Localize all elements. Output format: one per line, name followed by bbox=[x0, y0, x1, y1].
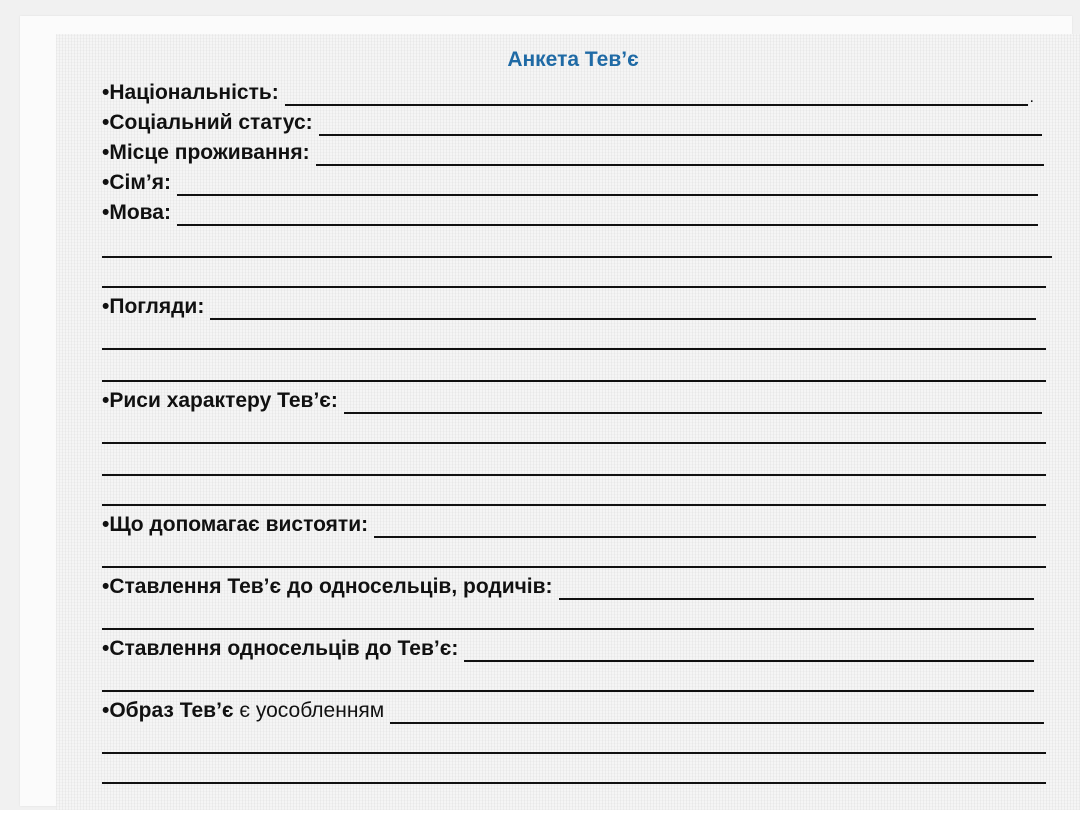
answer-line[interactable] bbox=[344, 390, 1042, 414]
answer-line[interactable] bbox=[102, 628, 1034, 630]
field-social-status bbox=[102, 108, 1042, 136]
field-helps bbox=[102, 510, 1036, 538]
questionnaire-paper bbox=[56, 34, 1080, 810]
answer-line[interactable] bbox=[102, 286, 1046, 288]
field-label-bold: •Образ Тев’є bbox=[102, 699, 234, 722]
answer-line[interactable] bbox=[285, 82, 1028, 106]
answer-line[interactable] bbox=[102, 504, 1046, 506]
field-language bbox=[102, 198, 1038, 226]
field-label: •Погляди: bbox=[102, 295, 205, 318]
answer-line[interactable] bbox=[102, 690, 1034, 692]
answer-line[interactable] bbox=[102, 566, 1046, 568]
answer-line[interactable] bbox=[177, 202, 1038, 226]
field-label: •Місце проживання: bbox=[102, 141, 310, 164]
field-family bbox=[102, 168, 1038, 196]
field-nationality bbox=[102, 78, 1034, 106]
end-dot: . bbox=[1029, 89, 1034, 106]
answer-line[interactable] bbox=[102, 380, 1046, 382]
bottom-band bbox=[0, 810, 1080, 826]
field-label: •Риси характеру Тев’є: bbox=[102, 389, 338, 412]
field-label: •Ставлення односельців до Тев’є: bbox=[102, 637, 459, 660]
document-sheet bbox=[20, 16, 1072, 806]
field-label: •Соціальний статус: bbox=[102, 111, 313, 134]
answer-line[interactable] bbox=[102, 442, 1046, 444]
field-traits bbox=[102, 386, 1042, 414]
page-title: Анкета Тев’є bbox=[507, 48, 639, 71]
field-attitude-of-others bbox=[102, 634, 1034, 662]
answer-line[interactable] bbox=[102, 474, 1046, 476]
field-residence bbox=[102, 138, 1044, 166]
field-label: •Що допомагає вистояти: bbox=[102, 513, 369, 536]
field-image bbox=[102, 696, 1044, 724]
answer-line[interactable] bbox=[210, 296, 1036, 320]
field-label: •Мова: bbox=[102, 201, 171, 224]
field-label: •Сім’я: bbox=[102, 171, 171, 194]
answer-line[interactable] bbox=[102, 348, 1046, 350]
answer-line[interactable] bbox=[177, 172, 1038, 196]
field-attitude-to-others bbox=[102, 572, 1034, 600]
answer-line[interactable] bbox=[374, 514, 1036, 538]
answer-line[interactable] bbox=[316, 142, 1044, 166]
answer-line[interactable] bbox=[102, 256, 1052, 258]
field-label: •Національність: bbox=[102, 81, 279, 104]
answer-line[interactable] bbox=[559, 576, 1034, 600]
field-label: •Ставлення Тев’є до односельців, родичів: bbox=[102, 575, 553, 598]
answer-line[interactable] bbox=[464, 638, 1034, 662]
field-label bbox=[102, 698, 384, 724]
answer-line[interactable] bbox=[102, 752, 1046, 754]
answer-line[interactable] bbox=[102, 782, 1046, 784]
answer-line[interactable] bbox=[319, 112, 1042, 136]
field-label-normal: є уособленням bbox=[233, 699, 385, 722]
field-views bbox=[102, 292, 1036, 320]
answer-line[interactable] bbox=[390, 700, 1044, 724]
